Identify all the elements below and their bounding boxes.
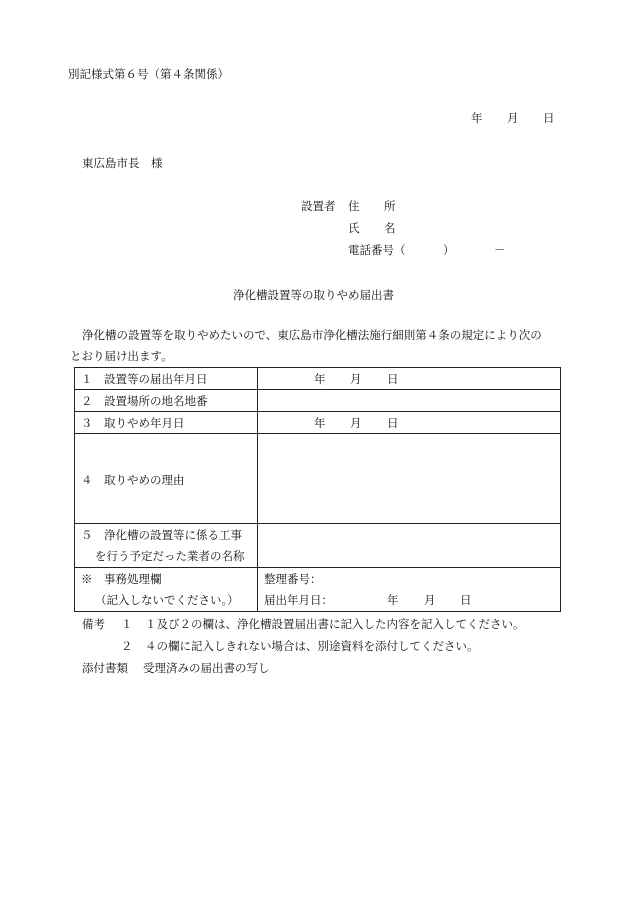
row2-value-cell[interactable] [258, 390, 561, 412]
row3-value-cell[interactable] [258, 412, 561, 434]
row4-label [75, 434, 258, 524]
address-label-part2: 所 [384, 199, 396, 213]
row2-label [75, 390, 258, 412]
name-label-part1: 氏 [348, 221, 360, 235]
row3-month: 月 [350, 415, 362, 430]
row1-year: 年 [314, 371, 326, 386]
address-label-part1: 住 [348, 199, 360, 213]
row5-label [75, 524, 258, 568]
phone-dash: － [494, 243, 506, 257]
row5-label-line2: を行う予定だった業者の名称 [95, 548, 245, 563]
row1-day: 日 [387, 371, 399, 386]
applicant-role-label: 設置者 [301, 199, 336, 213]
filed-month: 月 [424, 592, 436, 607]
filed-date-line [264, 590, 560, 611]
note2-text: ４の欄に記入しきれない場合は、別途資料を添付してください。 [145, 639, 479, 653]
row3-day: 日 [387, 415, 399, 430]
row4-label-text: ４ 取りやめの理由 [81, 472, 185, 487]
recipient: 東広島市長 様 [82, 156, 163, 170]
intro-line-1: 浄化槽の設置等を取りやめたいので、東広島市浄化槽法施行細則第４条の規定により次の [82, 328, 542, 342]
office-value-cell [258, 568, 561, 612]
row1-label-text: １ 設置等の届出年月日 [81, 371, 208, 386]
note2-number: ２ [121, 639, 133, 653]
row2-label-text: ２ 設置場所の地名地番 [81, 393, 208, 408]
form-table [74, 367, 561, 612]
note1-number: １ [121, 617, 133, 631]
office-label-line2: （記入しないでください。） [95, 592, 239, 607]
table-row-location [75, 390, 561, 412]
row1-month: 月 [350, 371, 362, 386]
row3-label-text: ３ 取りやめ年月日 [81, 415, 185, 430]
phone-label: 電話番号（ [348, 243, 406, 257]
row3-label [75, 412, 258, 434]
attachment-text: 受理済みの届出書の写し [143, 661, 270, 675]
row5-label-line1: ５ 浄化槽の設置等に係る工事 [81, 527, 242, 542]
notes-label: 備考 [82, 617, 105, 631]
name-label-part2: 名 [384, 221, 396, 235]
row4-value-cell[interactable] [258, 434, 561, 524]
filed-date-label: 届出年月日： [264, 592, 333, 607]
document-title: 浄化槽設置等の取りやめ届出書 [233, 288, 394, 302]
row3-year: 年 [314, 415, 326, 430]
form-number: 別記様式第６号（第４条関係） [68, 67, 229, 81]
ref-number-label: 整理番号： [264, 571, 322, 586]
date-day-label: 日 [543, 111, 555, 125]
note1-text: １及び２の欄は、浄化槽設置届出書に記入した内容を記入してください。 [145, 617, 525, 631]
table-row-filing-date [75, 368, 561, 390]
filed-year: 年 [387, 592, 399, 607]
office-label-line1: ※ 事務処理欄 [81, 571, 162, 586]
row5-value-cell[interactable] [258, 524, 561, 568]
table-row-contractor [75, 524, 561, 568]
filed-day: 日 [460, 592, 472, 607]
table-row-cancel-date [75, 412, 561, 434]
table-row-office-use [75, 568, 561, 612]
date-year-label: 年 [471, 111, 483, 125]
intro-line-2: とおり届け出ます。 [70, 349, 173, 363]
row1-value-cell[interactable] [258, 368, 561, 390]
attachment-label: 添付書類 [82, 661, 128, 675]
phone-close-paren: ） [443, 243, 455, 257]
table-row-reason [75, 434, 561, 524]
date-month-label: 月 [507, 111, 519, 125]
office-label [75, 568, 258, 612]
row1-label [75, 368, 258, 390]
